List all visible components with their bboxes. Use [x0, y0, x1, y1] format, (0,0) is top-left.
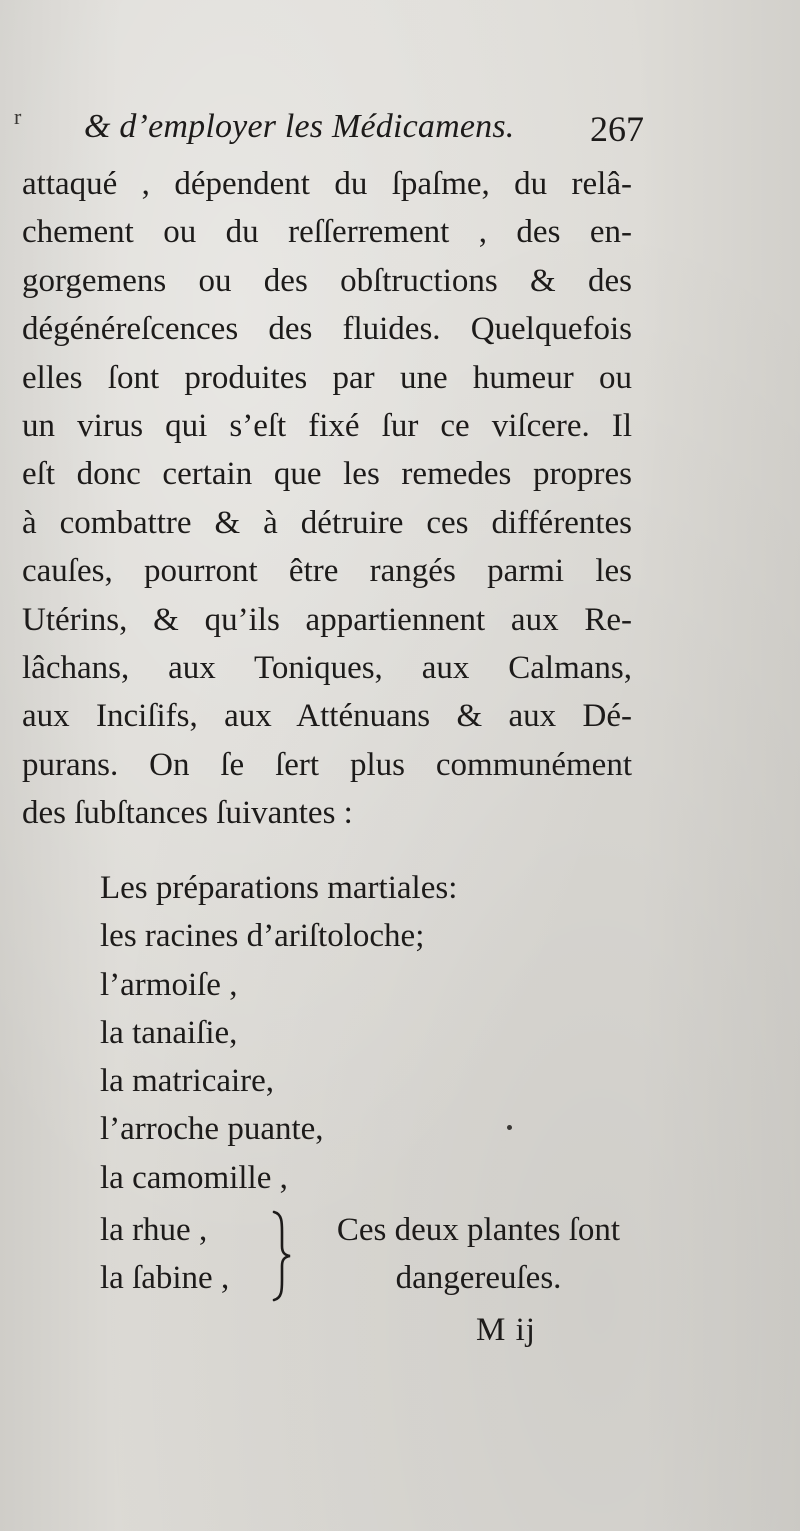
brace-note-line: Ces deux plantes ſont [336, 1212, 621, 1248]
body-line: des ſubſtances ſuivantes : [22, 795, 353, 832]
body-line: à combattre & à détruire ces différentes [22, 504, 632, 541]
list-item: l’armoiſe , [100, 966, 238, 1003]
list-item: l’arroche puante, [100, 1111, 324, 1148]
list-item: la matricaire, [100, 1063, 275, 1100]
body-line: attaqué , dépendent du ſpaſme, du relâ- [22, 166, 632, 202]
body-line: un virus qui s’eſt fixé ſur ce viſcere. Il [22, 407, 632, 444]
body-line: eſt donc certain que les remedes propres [22, 456, 632, 493]
body-line: purans. On ſe ſert plus communément [22, 746, 632, 783]
body-line: dégénéreſcences des fluides. Quelquefois [22, 311, 632, 348]
corner-mark: r [14, 104, 22, 129]
body-line: lâchans, aux Toniques, aux Calmans, [22, 649, 632, 686]
body-paragraph [22, 160, 632, 837]
body-line: aux Inciſifs, aux Atténuans & aux Dé- [22, 698, 632, 735]
list-item: la rhue , [100, 1212, 208, 1248]
list-item: la ſabine , [100, 1260, 230, 1297]
list-item: les racines d’ariſtoloche; [100, 918, 425, 955]
ink-dot [507, 1125, 512, 1130]
running-head [84, 108, 644, 158]
braced-items [100, 1206, 229, 1303]
brace-note [312, 1206, 645, 1302]
running-title: & d’employer les Médicamens. [84, 108, 515, 145]
body-line: elles ſont produites par une humeur ou [22, 359, 632, 396]
braced-list-group [100, 1206, 645, 1306]
page-number: 267 [590, 109, 644, 149]
list-item: la tanaiſie, [100, 1014, 238, 1051]
body-line: gorgemens ou des obſtructions & des [22, 262, 632, 299]
signature-mark: M ij [476, 1312, 536, 1348]
list-item: Les préparations martiales: [100, 870, 458, 906]
list-item: la camomille , [100, 1159, 288, 1196]
curly-brace-icon [268, 1208, 296, 1304]
body-line: Utérins, & qu’ils appartiennent aux Re- [22, 601, 632, 638]
body-line: cauſes, pourront être rangés parmi les [22, 553, 632, 590]
brace-note-line: dangereuſes. [395, 1260, 562, 1296]
body-line: chement ou du reſſerrement , des en- [22, 214, 632, 251]
substance-list [100, 864, 640, 1202]
